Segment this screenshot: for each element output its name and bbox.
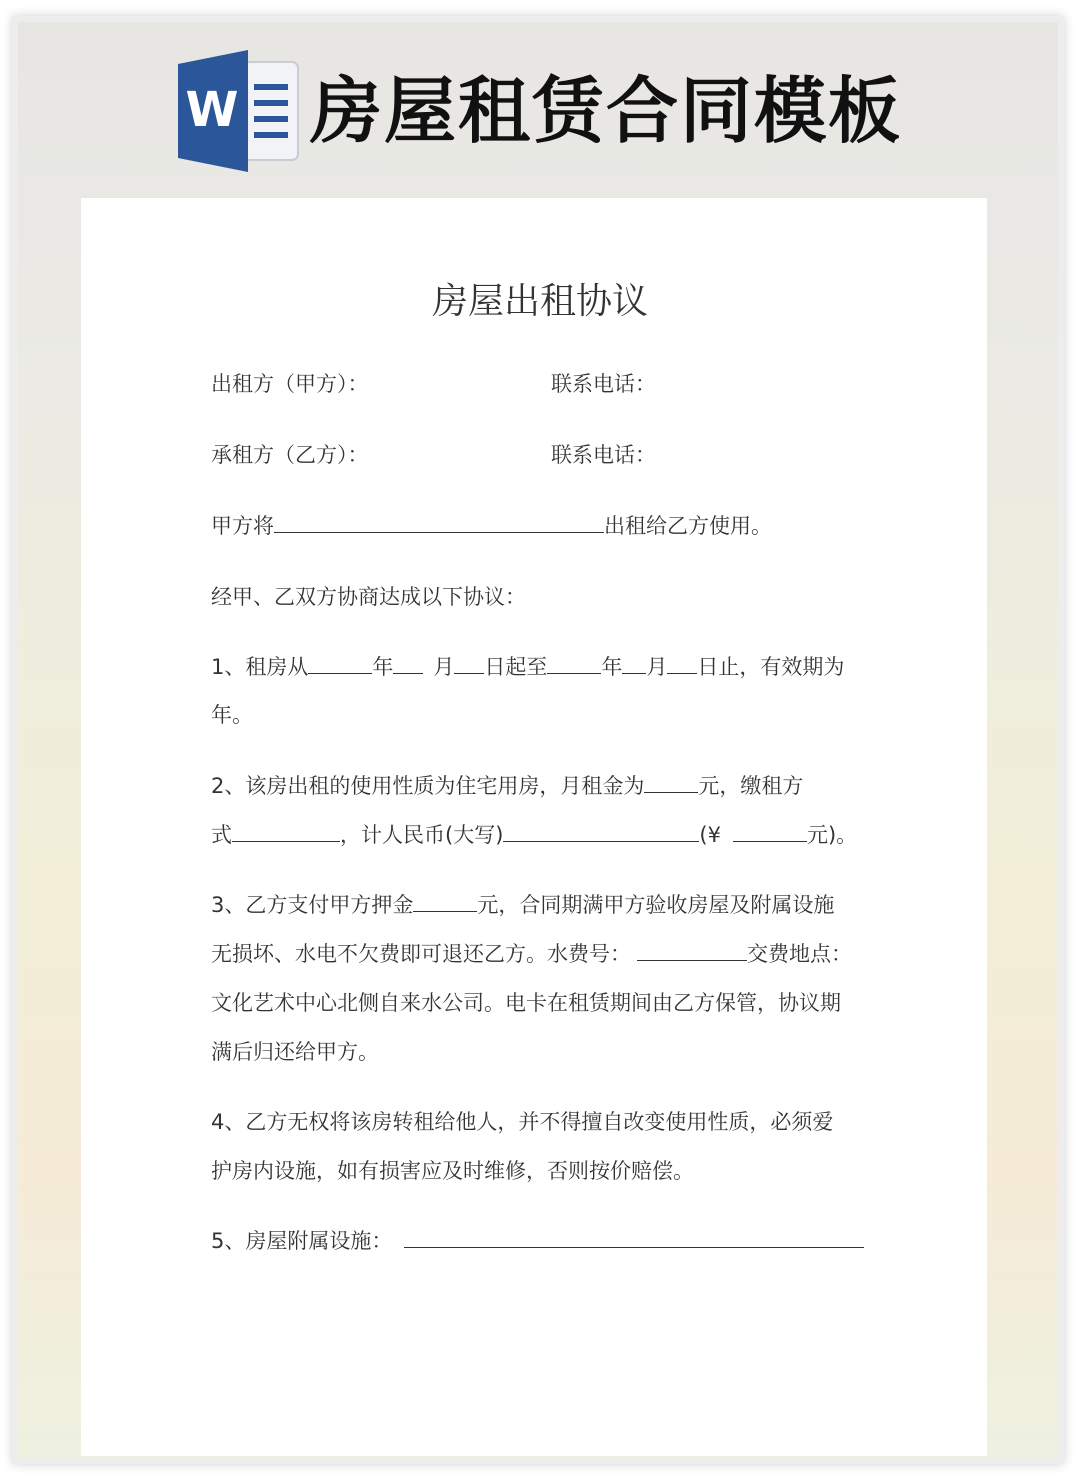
clause3-line4: 满后归还给甲方。: [211, 1040, 379, 1064]
clause1-text: 日起至: [484, 655, 548, 679]
clause3-line2: [211, 936, 852, 972]
payment-method-blank[interactable]: [232, 819, 340, 842]
clause1-line2: 年。: [211, 703, 253, 727]
document-title: 房屋出租协议: [431, 281, 648, 322]
intro-text-b: 出租给乙方使用。: [604, 514, 772, 538]
clause3-text: 元，合同期满甲方验收房屋及附属设施: [477, 893, 835, 917]
clause2-text: 2、该房出租的使用性质为住宅用房，月租金为: [211, 774, 645, 798]
end-year-blank[interactable]: [547, 651, 601, 674]
clause2-text: ，计人民币(大写): [340, 823, 504, 847]
clause1-text: 1、租房从: [211, 655, 309, 679]
lessor-phone-label: 联系电话：: [551, 372, 656, 396]
clause2-text: 元)。: [806, 823, 858, 847]
clause1-text: 日止，有效期为: [697, 655, 845, 679]
lessee-label: 承租方（乙方）：: [211, 443, 369, 467]
amount-in-figures-blank[interactable]: [733, 819, 807, 842]
word-logo-letter: W: [185, 82, 239, 138]
end-month-blank[interactable]: [622, 651, 646, 674]
start-month-blank[interactable]: [393, 651, 423, 674]
template-header: [174, 48, 914, 178]
clause3-text: 交费地点：: [747, 942, 852, 966]
lessee-phone-label: 联系电话：: [551, 443, 656, 467]
clause3-line1: [211, 887, 834, 923]
start-day-blank[interactable]: [454, 651, 484, 674]
clause2-text: 式: [211, 823, 232, 847]
clause5-line: [211, 1223, 864, 1259]
clause2-text: (¥: [699, 823, 721, 847]
clause3-line3: 文化艺术中心北侧自来水公司。电卡在租赁期间由乙方保管，协议期: [211, 991, 841, 1015]
start-year-blank[interactable]: [308, 651, 372, 674]
intro-line: [211, 508, 772, 544]
clause3-text: 无损坏、水电不欠费即可退还乙方。水费号：: [211, 942, 631, 966]
clause1-text: 年: [601, 655, 623, 679]
property-address-blank[interactable]: [274, 510, 604, 533]
end-day-blank[interactable]: [667, 651, 697, 674]
clause2-text: 元，缴租方: [698, 774, 804, 798]
template-title: 房屋租赁合同模板: [310, 69, 903, 153]
clause2-line2: [211, 817, 857, 853]
clause4-line1: 4、乙方无权将该房转租给他人，并不得擅自改变使用性质，必须爱: [211, 1110, 834, 1134]
clause1-text: 年: [372, 655, 394, 679]
word-app-icon: [174, 48, 302, 174]
agreement-lead: 经甲、乙双方协商达成以下协议：: [211, 585, 526, 609]
lessor-label: 出租方（甲方）：: [211, 372, 369, 396]
clause1-line1: [211, 649, 844, 685]
clause1-text: 月: [646, 655, 668, 679]
facilities-blank[interactable]: [404, 1225, 864, 1248]
water-account-blank[interactable]: [637, 938, 747, 961]
intro-text-a: 甲方将: [211, 514, 274, 538]
monthly-rent-blank[interactable]: [644, 770, 698, 793]
clause3-text: 3、乙方支付甲方押金: [211, 893, 414, 917]
amount-in-words-blank[interactable]: [503, 819, 699, 842]
clause1-text: 月: [433, 655, 455, 679]
clause4-line2: 护房内设施，如有损害应及时维修，否则按价赔偿。: [211, 1159, 694, 1183]
clause5-text: 5、房屋附属设施：: [211, 1229, 393, 1253]
clause2-line1: [211, 768, 803, 804]
deposit-blank[interactable]: [413, 889, 477, 912]
